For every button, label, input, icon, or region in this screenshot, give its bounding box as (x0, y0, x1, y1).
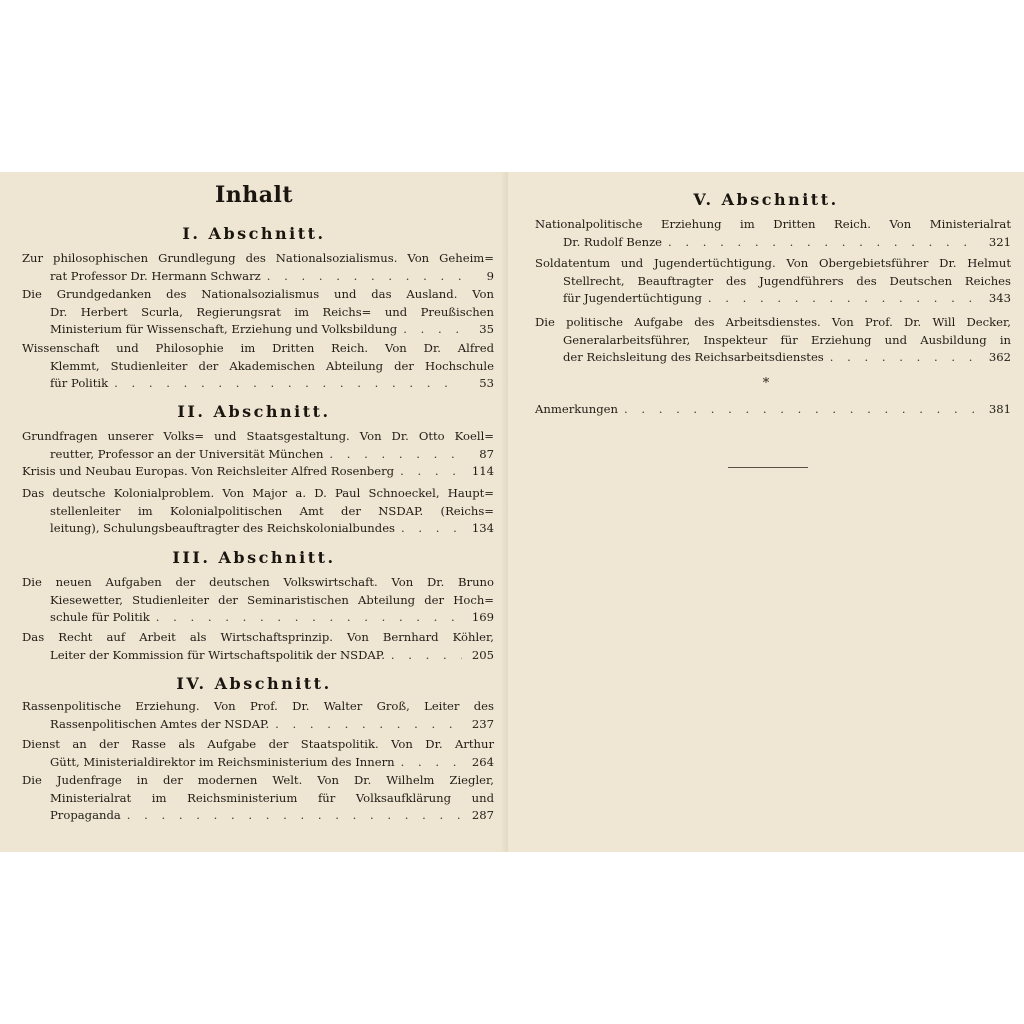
entry-line: Generalarbeitsführer, Inspekteur für Erziehung und Ausbildung in (563, 332, 1011, 347)
leader-dots (400, 463, 462, 481)
leader-dots (267, 268, 462, 286)
toc-entry (22, 485, 494, 538)
page-number: 381 (988, 402, 1011, 416)
entry-last-line (535, 401, 1011, 419)
leader-dots (391, 647, 462, 665)
entry-last-line (22, 609, 494, 627)
left-page (0, 172, 508, 852)
leader-dots (624, 401, 979, 419)
toc-entry (22, 736, 494, 771)
entry-line: Propaganda (50, 808, 121, 822)
section-heading-3: III. Abschnitt. (172, 548, 336, 567)
leader-dots (329, 446, 462, 464)
page-number: 87 (479, 446, 494, 461)
separator-star: * (762, 376, 770, 391)
entry-line: Soldatentum und Jugendertüchtigung. Von Obergebietsführer Dr. Helmut (535, 256, 1011, 270)
page-number: 237 (471, 716, 494, 731)
entry-line: Die Grundgedanken des Nationalsozialismus und das Ausland. Von (22, 287, 494, 301)
entry-last-line (22, 446, 494, 464)
entry-line: Rassenpolitische Erziehung. Von Prof. Dr. Walter Groß, Leiter des (22, 699, 494, 713)
notes-label: Anmerkungen (535, 402, 618, 416)
leader-dots (275, 716, 462, 734)
page-number: 287 (471, 808, 494, 822)
entry-line: Klemmt, Studienleiter der Akademischen Abteilung der Hochschule (50, 358, 494, 373)
entry-last-line (22, 375, 494, 393)
entry-line: schule für Politik (50, 610, 150, 624)
right-page (508, 172, 1024, 852)
toc-entry (535, 255, 1011, 308)
toc-entry (22, 428, 494, 463)
page-number: 114 (471, 464, 494, 478)
entry-last-line (22, 807, 494, 825)
entry-line: Dr. Herbert Scurla, Regierungsrat im Reichs= und Preußischen (50, 304, 494, 319)
page-number: 35 (479, 322, 494, 336)
closing-rule (728, 467, 808, 468)
page-number: 205 (471, 647, 494, 662)
entry-line: für Politik (50, 376, 109, 390)
section-heading-1: I. Abschnitt. (182, 224, 326, 243)
entry-line: Grundfragen unserer Volks= und Staatsgestaltung. Von Dr. Otto Koell= (22, 429, 494, 443)
entry-line: Das Recht auf Arbeit als Wirtschaftsprinzip. Von Bernhard Köhler, (22, 630, 494, 644)
entry-line: Nationalpolitische Erziehung im Dritten Reich. Von Ministerialrat (535, 217, 1011, 231)
entry-last-line (535, 234, 1011, 252)
entry-last-line (535, 290, 1011, 308)
entry-line: Kiesewetter, Studienleiter der Seminaristischen Abteilung der Hoch= (50, 592, 494, 607)
entry-last-line (22, 754, 494, 772)
toc-entry (22, 250, 494, 285)
toc-entry (22, 340, 494, 393)
page-number: 362 (988, 350, 1011, 364)
leader-dots (114, 375, 462, 393)
toc-entry (22, 463, 494, 481)
leader-dots (401, 754, 462, 772)
leader-dots (403, 321, 462, 339)
entry-last-line (22, 268, 494, 286)
entry-line: leitung), Schulungsbeauftragter des Reichskolonialbundes (50, 521, 396, 535)
entry-line: Wissenschaft und Philosophie im Dritten Reich. Von Dr. Alfred (22, 341, 494, 355)
entry-line: Die politische Aufgabe des Arbeitsdienstes. Von Prof. Dr. Will Decker, (535, 315, 1011, 329)
page-title: Inhalt (214, 182, 294, 208)
leader-dots (830, 349, 979, 367)
entry-line: Krisis und Neubau Europas. Von Reichsleiter Alfred Rosenberg (22, 464, 395, 478)
page-number: 134 (471, 521, 494, 535)
entry-last-line (22, 463, 494, 481)
entry-line: Dr. Rudolf Benze (563, 234, 663, 249)
leader-dots (708, 290, 979, 308)
leader-dots (401, 520, 462, 538)
toc-entry (22, 629, 494, 664)
entry-line: Stellrecht, Beauftragter des Jugendführers des Deutschen Reiches (563, 273, 1011, 288)
page-number: 53 (479, 376, 494, 390)
toc-entry (535, 314, 1011, 367)
toc-entry (22, 698, 494, 733)
entry-line: Zur philosophischen Grundlegung des Nationalsozialismus. Von Geheim= (22, 251, 494, 265)
section-heading-5: V. Abschnitt. (693, 190, 839, 209)
leader-dots (156, 609, 462, 627)
entry-line: Ministerium für Wissenschaft, Erziehung und Volksbildung (50, 322, 398, 336)
entry-line: Gütt, Ministerialdirektor im Reichsministerium des Innern (50, 754, 395, 769)
entry-line: der Reichsleitung des Reichsarbeitsdienstes (563, 350, 824, 364)
toc-entry-notes (535, 401, 1011, 419)
leader-dots (668, 234, 979, 252)
page-number: 321 (988, 234, 1011, 249)
page-number: 9 (486, 268, 494, 283)
entry-line: Die Judenfrage in der modernen Welt. Von Dr. Wilhelm Ziegler, (22, 773, 494, 787)
entry-line: rat Professor Dr. Hermann Schwarz (50, 268, 261, 283)
section-heading-4: IV. Abschnitt. (176, 674, 332, 693)
book-spread (0, 172, 1024, 852)
entry-last-line (22, 647, 494, 665)
entry-line: reutter, Professor an der Universität München (50, 446, 324, 461)
toc-entry (535, 216, 1011, 251)
section-heading-2: II. Abschnitt. (177, 402, 331, 421)
entry-last-line (535, 349, 1011, 367)
entry-line: Ministerialrat im Reichsministerium für Volksaufklärung und (50, 790, 494, 805)
entry-line: Das deutsche Kolonialproblem. Von Major a. D. Paul Schnoeckel, Haupt= (22, 486, 494, 500)
entry-line: Dienst an der Rasse als Aufgabe der Staatspolitik. Von Dr. Arthur (22, 737, 494, 751)
entry-last-line (22, 716, 494, 734)
page-number: 264 (471, 754, 494, 769)
entry-line: Rassenpolitischen Amtes der NSDAP. (50, 716, 270, 731)
entry-line: stellenleiter im Kolonialpolitischen Amt der NSDAP. (Reichs= (50, 503, 494, 518)
toc-entry (22, 574, 494, 627)
page-number: 343 (988, 291, 1011, 305)
entry-last-line (22, 321, 494, 339)
entry-line: Leiter der Kommission für Wirtschaftspolitik der NSDAP. (50, 647, 385, 662)
leader-dots (127, 807, 462, 825)
entry-last-line (22, 520, 494, 538)
entry-line: Die neuen Aufgaben der deutschen Volkswirtschaft. Von Dr. Bruno (22, 575, 494, 589)
toc-entry (22, 286, 494, 339)
page-number: 169 (471, 610, 494, 624)
toc-entry (22, 772, 494, 825)
entry-line: für Jugendertüchtigung (563, 291, 702, 305)
